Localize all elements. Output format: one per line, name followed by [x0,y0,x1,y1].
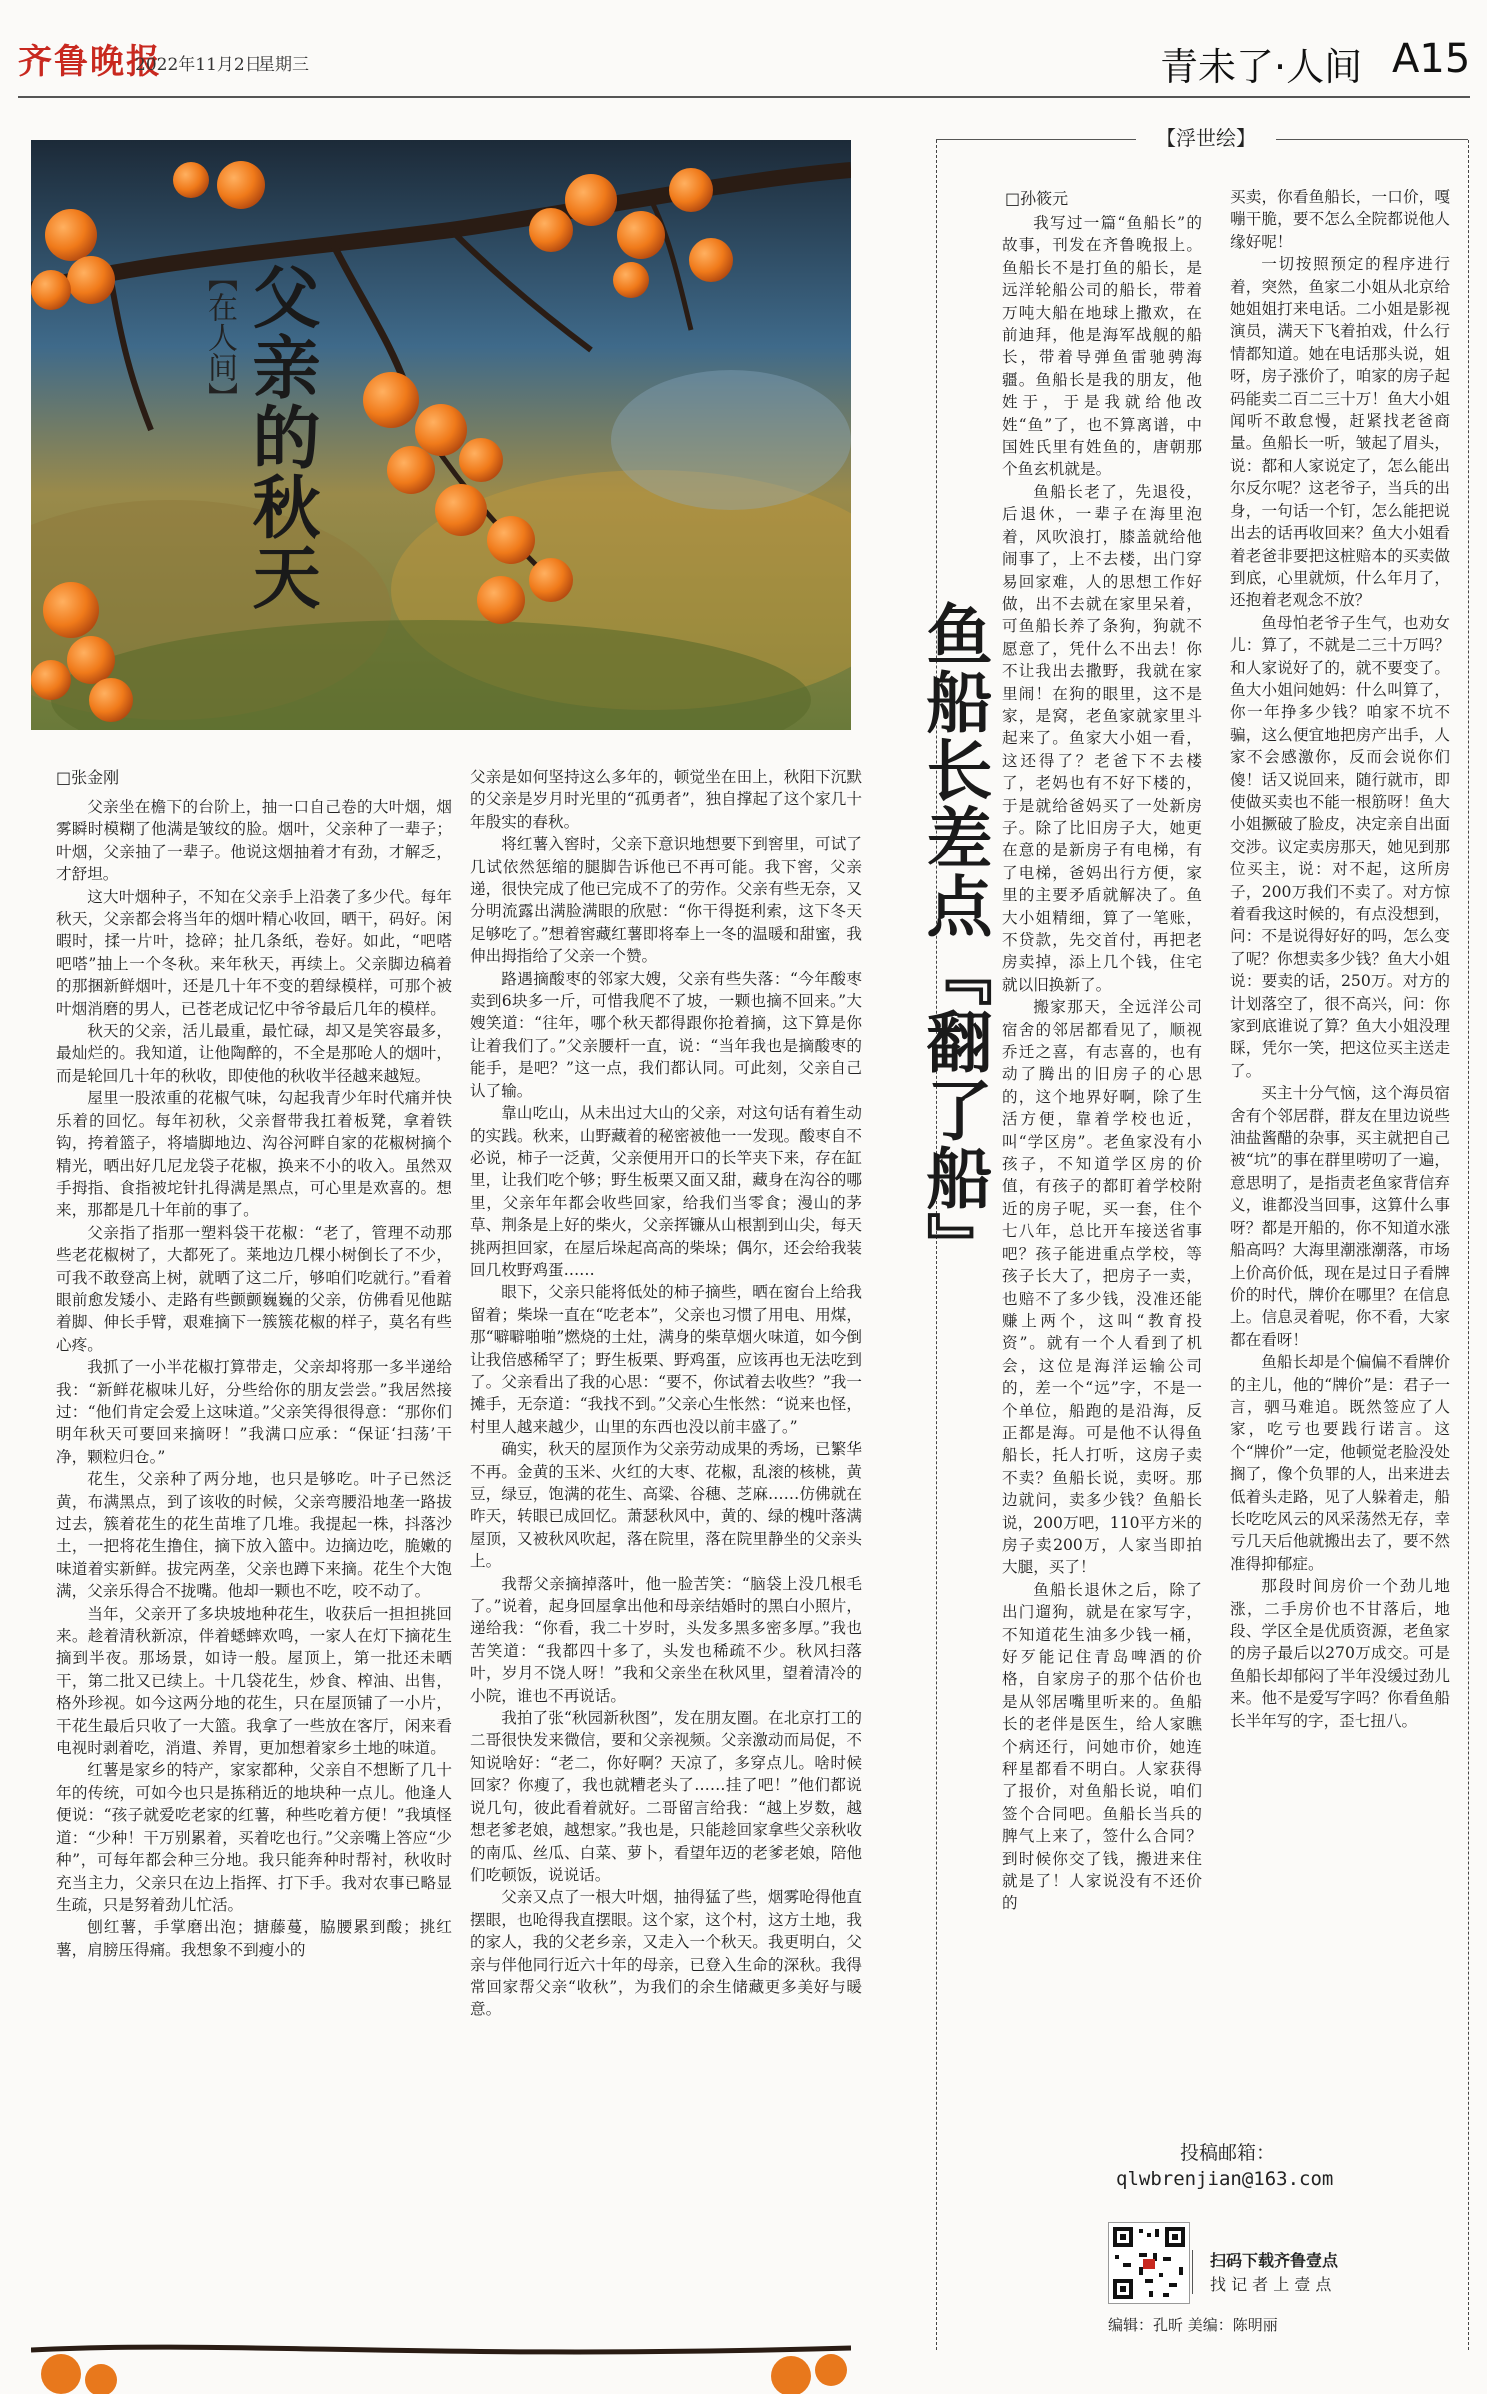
paragraph: 我抓了一小半花椒打算带走，父亲却将那一多半递给我：“新鲜花椒味儿好，分些给你的朋友尝尝。”我居然接过：“他们肯定会爱上这味道。”父亲笑得很得意：“那你们明年秋天可要回来摘呀！”我满口应承：“保证‘扫荡’干净，颗粒归仓。” [56,1358,452,1466]
article2-column-tag: 【浮世绘】 [1150,122,1262,151]
article1-column-tag: 【在人间】 [202,262,237,412]
paragraph: 花生，父亲种了两分地，也只是够吃。叶子已然泛黄，布满黑点，到了该收的时候，父亲弯腰沿地垄一路拔过去，簇着花生的花生苗堆了几堆。我提起一株，抖落沙土，一把将花生撸住，摘下放入篮中。边摘边吃，脆嫩的味道着实新鲜。拔完两垄，父亲也蹲下来摘。花生个大饱满，父亲乐得合不拢嘴。他却一颗也不吃，咬不动了。 [56,1470,452,1601]
qr-pattern [1109,2223,1189,2303]
article2-title: 鱼船长差点『翻了船』 [915,600,993,1280]
paragraph: 路遇摘酸枣的邻家大嫂，父亲有些失落：“今年酸枣卖到6块多一斤，可惜我爬不了坡，一颗也摘不回来。”大嫂笑道：“往年，哪个秋天都得跟你抢着摘，这下算是你让着我们了。”父亲腰杆一直，说：“当年我也是摘酸枣的能手，是吧？”这一点，我们都认同。可此刻，父亲自己认了输。 [470,969,862,1100]
paragraph: 父亲又点了一根大叶烟，抽得猛了些，烟雾呛得他直摆眼，也呛得我直摆眼。这个家，这个村，这方土地，我的家人，我的父老乡亲，又走入一个秋天。我更明白，父亲与伴他同行近六十年的母亲，已登入生命的深秋。我得常回家帮父亲“收秋”，为我们的余生储藏更多美好与暖意。 [470,1888,862,2019]
editor-credits: 编辑：孔昕 美编：陈明丽 [1108,2316,1278,2334]
paragraph: 买主十分气恼，这个海员宿舍有个邻居群，群友在里边说些油盐酱醋的杂事，买主就把自己被“坑”的事在群里唠叨了一遍，意思明了，是指责老鱼家背信弃义，谁都没当回事，这算什么事呀？都是开船的，你不知道水涨船高吗？大海里潮涨潮落，市场上价高价低，现在是过日子看牌价的时代，牌价在哪里？在信息上。信息灵着呢，你不看，大家都在看呀！ [1230,1084,1450,1349]
paragraph: 我帮父亲摘掉落叶，他一脸苦笑：“脑袋上没几根毛了。”说着，起身回屋拿出他和母亲结婚时的黑白小照片，递给我：“你看，我二十岁时，头发多黑多密多厚。”我也苦笑道：“我都四十多了，头发也稀疏不少。秋风扫落叶，岁月不饶人呀！”我和父亲坐在秋风里，望着清冷的小院，谁也不再说话。 [470,1574,862,1705]
persimmon-strip-icon [31,2330,851,2394]
header-rule [18,96,1470,98]
paragraph: 我拍了张“秋园新秋图”，发在朋友圈。在北京打工的二哥很快发来微信，要和父亲视频。父亲激动而局促，不知说啥好：“老二，你好啊？天凉了，多穿点儿。啥时候回家？你瘦了，我也就糟老头了……挂了吧！”他们都说说几句，彼此看着就好。二哥留言给我：“越上岁数，越想老爹老娘，越想家。”我也是，只能趁回家拿些父亲秋收的南瓜、丝瓜、白菜、萝卜，看望年迈的老爹老娘，陪他们吃顿饭，说说话。 [470,1709,862,1884]
paragraph: 鱼母怕老爷子生气，也劝女儿：算了，不就是二三十万吗？和人家说好了的，就不要变了。鱼大小姐问她妈：什么叫算了，你一年挣多少钱？咱家不坑不骗，这么便宜地把房产出手，人家不会感激你，反而会说你们傻！话又说回来，随行就市，即使做买卖也不能一根筋呀！鱼大小姐撅破了脸皮，决定亲自出面交涉。议定卖房那天，她见到那位买主，说：对不起，这所房子，200万我们不卖了。对方惊着看我这时候的，有点没想到，问：不是说得好好的吗，怎么变了呢？你想卖多少钱？鱼大小姐说：要卖的话，250万。对方的计划落空了，很不高兴，问：你家到底谁说了算？鱼大小姐没理睬，凭尔一笑，把这位买主送走了。 [1230,613,1450,1080]
qr-separator [1192,2250,1193,2294]
paragraph: 当年，父亲开了多块坡地种花生，收获后一担担挑回来。趁着清秋新凉，伴着蟋蟀欢鸣，一家人在灯下摘花生摘到半夜。那场景，如诗一般。屋顶上，第一批还未晒干，第二批又已续上。十几袋花生，炒食、榨油、出售，格外珍视。如今这两分地的花生，只在屋顶铺了一小片，干花生最后只收了一大篮。我拿了一些放在客厅，闲来看电视时剥着吃，消遣、养胃，更加想着家乡土地的味道。 [56,1604,452,1758]
page-number: A15 [1392,36,1471,82]
paragraph: 父亲坐在檐下的台阶上，抽一口自己卷的大叶烟，烟雾瞬时模糊了他满是皱纹的脸。烟叶，父亲种了一辈子；叶烟，父亲抽了一辈子。他说这烟抽着才有劲，才解乏，才舒坦。 [56,798,452,884]
paragraph: 父亲指了指那一塑料袋干花椒：“老了，管理不动那些老花椒树了，大都死了。莱地边几棵小树倒长了不少，可我不敢登高上树，就晒了这二斤，够咱们吃就行。”看着眼前愈发矮小、走路有些颤颤巍巍的父亲，仿佛看见他踮着脚、伸长手臂，艰难摘下一簇簇花椒的样子，莫名有些心疼。 [56,1223,452,1354]
masthead-logo: 齐鲁晚报 [18,42,162,82]
paragraph: 确实，秋天的屋顶作为父亲劳动成果的秀场，已繁华不再。金黄的玉米、火红的大枣、花椒，乱滚的核桃，黄豆，绿豆，饱满的花生、高粱、谷穗、芝麻……仿佛就在昨天，转眼已成回忆。萧瑟秋风中，黄的、绿的槐叶落满屋顶，又被秋风吹起，落在院里，落在院里静坐的父亲头上。 [470,1440,862,1571]
paragraph: 那段时间房价一个劲儿地涨，二手房价也不甘落后，地段、学区全是优质资源，老鱼家的房子最后以270万成交。可是鱼船长却郁闷了半年没缓过劲儿来。他不是爱写字吗？你看鱼船长半年写的字，歪七扭八。 [1230,1577,1450,1730]
paragraph: 屋里一股浓重的花椒气味，勾起我青少年时代痛并快乐着的回忆。每年初秋，父亲督带我扛着板凳，拿着铁钩，挎着篮子，将墙脚地边、沟谷河畔自家的花椒树摘个精光，晒出好几尼龙袋子花椒，换来不小的收入。虽然双手拇指、食指被坨针扎得满是黑点，可心里是欢喜的。想来，那都是几十年前的事了。 [56,1089,452,1220]
paragraph: 我写过一篇“鱼船长”的故事，刊发在齐鲁晚报上。鱼船长不是打鱼的船长，是远洋轮船公司的船长，带着万吨大船在地球上撒欢，在前迪拜，他是海军战舰的船长，带着导弹鱼雷驰骋海疆。鱼船长是我的朋友，他姓于，于是我就给他改姓“鱼”了，也不算离谱，中国姓氏里有姓鱼的，唐朝那个鱼玄机就是。 [1002,214,1202,479]
weekday: 星期三 [258,55,309,75]
paragraph: 刨红薯，手掌磨出泡；搪藤蔓，脇腰累到酸；挑红薯，肩膀压得痛。我想象不到瘦小的 [56,1918,452,1959]
contact-label: 投稿邮箱： [1180,2142,1276,2164]
paragraph: 这大叶烟种子，不知在父亲手上沿袭了多少代。每年秋天，父亲都会将当年的烟叶精心收回，晒干，码好。闲暇时，揉一片叶，捻碎；扯几条纸，卷好。如此，“吧嗒吧嗒”抽上一个冬秋。来年秋天，再续上。父亲脚边稿着的那捆新鲜烟叶，还是几十年不变的碧绿模样，可那个被叶烟消磨的男人，已苍老成记忆中爷爷最后几年的模样。 [56,887,452,1018]
paragraph: 买卖，你看鱼船长，一口价，嘎嘣干脆，要不怎么全院都说他人缘好呢！ [1230,188,1450,251]
paragraph: 鱼船长却是个偏偏不看牌价的主儿，他的“牌价”是：君子一言，驷马难追。既然签应了人家，吃亏也要践行诺言。这个“牌价”一定，他顿觉老脸没处搁了，像个负罪的人，出来进去低着头走路，见了人躲着走，船长吃吃风云的风采荡然无存，幸亏几天后他就搬出去了，要不然准得抑郁症。 [1230,1353,1450,1573]
qr-code-icon[interactable] [1108,2222,1190,2304]
paragraph: 眼下，父亲只能将低处的柿子摘些，晒在窗台上给我留着；柴垛一直在“吃老本”，父亲也习惯了用电、用煤，那“噼噼啪啪”燃烧的土灶，满身的柴草烟火味道，如今倒让我倍感稀罕了；野生板栗、野鸡蛋，应该再也无法吃到了。父亲看出了我的心思：“要不，你试着去收些？”我一摊手，无奈道：“我找不到。”父亲心生怅然：“说来也怪，村里人越来越少，山里的东西也没以前丰盛了。” [470,1283,862,1436]
article2-column-left [1002,212,1202,2182]
paragraph: 鱼船长老了，先退役，后退休，一辈子在海里泡着，风吹浪打，膝盖就给他闹事了，上不去楼，出门穿易回家难，人的思想工作好做，出不去就在家里呆着，可鱼船长养了条狗，狗就不愿意了，凭什么不出去！你不让我出去撒野，我就在家里闹！在狗的眼里，这不是家，是窝，老鱼家就家里斗起来了。鱼家大小姐一看，这还得了？老爸下不去楼了，老妈也有不好下楼的，于是就给爸妈买了一处新房子。除了比旧房子大，她更在意的是新房子有电梯，有了电梯，爸妈出行方便，家里的主要矛盾就解决了。鱼大小姐精细，算了一笔账，不贷款，先交首付，再把老房卖掉，添上几个钱，住宅就以旧换新了。 [1002,482,1202,994]
paragraph: 父亲是如何坚持这么多年的，顿觉坐在田上，秋阳下沉默的父亲是岁月时光里的“孤勇者”，独自撑起了这个家几十年殷实的春秋。 [470,768,862,831]
persimmon-strip [31,2330,851,2394]
article2-byline: □孙筱元 [1005,189,1069,208]
paragraph: 将红薯入窖时，父亲下意识地想要下到窖里，可试了几试依然惩缩的腿脚告诉他已不再可能。我下窖，父亲递，很快完成了他已完成不了的劳作。父亲有些无奈，又分明流露出满脸满眼的欣慰：“你干得挺利索，这下冬天足够吃了。”想着窖藏红薯即将奉上一冬的温暖和甜蜜，我伸出拇指给了父亲一个赞。 [470,835,862,966]
article1-column-right [470,766,862,2356]
persimmon-image-icon [31,140,851,730]
paragraph: 鱼船长退休之后，除了出门遛狗，就是在家写字，不知道花生油多少钱一桶，好歹能记住青岛啤酒的价格，自家房子的那个估价也是从邻居嘴里听来的。鱼船长的老伴是医生，给人家瞧个病还行，问她市价，她连秤星都看不明白。人家获得了报价，对鱼船长说，咱们签个合同吧。鱼船长当兵的脾气上来了，签什么合同？到时候你交了钱，搬进来住就是了！人家说没有不还价的 [1002,1580,1202,1913]
article2-column-right [1230,186,1450,2182]
paragraph: 一切按照预定的程序进行着，突然，鱼家二小姐从北京给她姐姐打来电话。二小姐是影视演员，满天下飞着拍戏，什么行情都知道。她在电话那头说，姐呀，房子涨价了，咱家的房子起码能卖二百二三十万！鱼大小姐闻听不敢怠慢，赶紧找老爸商量。鱼船长一听，皱起了眉头，说：都和人家说定了，怎么能出尔反尔呢？这老爷子，当兵的出身，一句话一个钉，怎么能把说出去的话再收回来？鱼大小姐看着老爸非要把这桩赔本的买卖做到底，心里就烦，什么年月了，还抱着老观念不放？ [1230,255,1450,610]
persimmon-photo [31,140,851,730]
publication-date: 2022年11月2日 [135,55,262,75]
paragraph: 红薯是家乡的特产，家家都种，父亲自不想断了几十年的传统，可如今也只是拣稍近的地块种一点儿。他逢人便说：“孩子就爱吃老家的红薯，种些吃着方便！”我填怪道：“少种！干万别累着，买着吃也行。”父亲嘴上答应“少种”，可每年都会种三分地。我只能奔种时帮衬，秋收时充当主力，父亲只在边上指挥、打下手。我对农事已略显生疏，只是努着劲儿忙活。 [56,1761,452,1914]
paragraph: 秋天的父亲，活儿最重，最忙碌，却又是笑容最多，最灿烂的。我知道，让他陶醉的，不全是那呛人的烟叶，而是轮回几十年的秋收，即使他的秋收半径越来越短。 [56,1022,452,1085]
paragraph: 搬家那天，全远洋公司宿舍的邻居都看见了，顺视乔迁之喜，有志喜的，也有动了腾出的旧房子的心思的，这个地界好啊，除了生活方便，靠着学校也近，叫“学区房”。老鱼家没有小孩子，不知道学区房的价值，有孩子的都盯着学校附近的房子呢，买一套，住个七八年，总比开车接送省事吧？孩子能进重点学校，等孩子长大了，把房子一卖，也赔不了多少钱，没准还能赚上两个，这叫“教育投资”。就有一个人看到了机会，这位是海洋运输公司的，差一个“远”字，不是一个单位，船跑的是沿海，反正都是海。可是他不认得鱼船长，托人打听，这房子卖不卖？鱼船长说，卖呀。那边就问，卖多少钱？鱼船长说，200万吧，110平方米的房子卖200万，人家当即拍大腿，买了！ [1002,998,1202,1577]
column-divider-right [1468,140,1470,2350]
qr-caption-line2: 找 记 者 上 壹 点 [1210,2275,1332,2294]
qr-caption-line1: 扫码下载齐鲁壹点 [1210,2251,1339,2270]
article1-title: 父亲的秋天 [241,262,321,612]
article1-byline: □张金刚 [56,768,120,787]
section-title: 青未了·人间 [1160,45,1363,89]
contact-email-link[interactable]: qlwbrenjian@163.com [1116,2168,1334,2190]
paragraph: 靠山吃山，从未出过大山的父亲，对这句话有着生动的实践。秋来，山野藏着的秘密被他一一发现。酸枣自不必说，柿子一泛黄，父亲便用开口的长竿夹下来，存在缸里，让我们吃个够；野生板栗又面又甜，藏身在沟谷的哪里，父亲年年都会收些回家，给我们当零食；漫山的茅草、荆条是上好的柴火，父亲挥镰从山根割到山尖，每天挑两担回家，在屋后垛起高高的柴垛；偶尔，还会给我装回几枚野鸡蛋…… [470,1104,862,1279]
article1-column-left [56,796,452,2356]
